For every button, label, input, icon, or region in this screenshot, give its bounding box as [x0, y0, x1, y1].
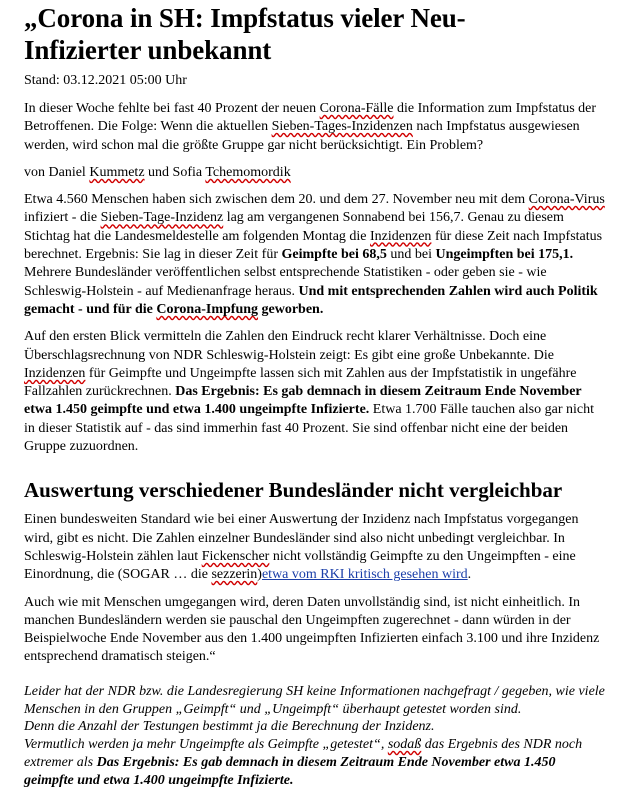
rki-link[interactable]: etwa vom RKI kritisch gesehen wird: [261, 567, 468, 583]
article-authors: von Daniel Kummetz und Sofia Tchemomordik: [24, 164, 291, 180]
article-timestamp: Stand: 03.12.2021 05:00 Uhr: [24, 73, 187, 88]
paragraph-3: Einen bundesweiten Standard wie bei einer Auswertung der Inzidenz nach Impfstatus vorgegangen wird, gibt es nicht. Die Zahlen einzelner Bundesländer sind also nicht unbedingt vergleichbar. In Schleswig-Holstein zählen laut Fickenscher nicht vollständig Geimpfte zu den Ungeimpften - eine Einordnung, die (SOGAR … die sezzerin)etwa vom RKI kritisch gesehen wird.: [24, 512, 579, 583]
title-line-1: „Corona in SH: Impfstatus vieler Neu-: [24, 3, 466, 33]
title-line-2: Infizierter unbekannt: [24, 35, 272, 65]
spellcheck-word[interactable]: Sieben-Tage-Inzidenz: [100, 210, 224, 226]
spellcheck-word[interactable]: Tchemomordik: [205, 164, 291, 180]
spellcheck-word[interactable]: Corona-Impfung: [156, 301, 259, 317]
spellcheck-word[interactable]: Corona-Virus: [528, 192, 605, 208]
document: [24, 0, 608, 790]
editor-note: [24, 683, 608, 790]
bold-ergebnis: Das Ergebnis: Es gab demnach in diesem Zeitraum Ende November etwa 1.450 geimpfte und etwa 1.400 ungeimpfte Infizierte.: [24, 384, 582, 418]
spellcheck-word[interactable]: sezzerin: [211, 567, 258, 583]
bold-politik: Und mit entsprechenden Zahlen wird auch Politik gemacht - und für die Corona-Impfung geworben.: [24, 283, 598, 317]
spellcheck-word[interactable]: Inzidenzen: [370, 228, 432, 244]
note-line-1: Leider hat der NDR bzw. die Landesregierung SH keine Informationen nachgefragt / gegeben, wie viele Menschen in den Gruppen „Geimpft“ und „Ungeimpft“ überhaupt getestet worden sind.: [24, 683, 605, 717]
spellcheck-word[interactable]: Inzidenzen: [24, 365, 86, 381]
note-line-2: Denn die Anzahl der Testungen bestimmt ja die Berechnung der Inzidenz.: [24, 719, 435, 735]
spellcheck-word[interactable]: Corona-Fälle: [319, 101, 394, 116]
note-line-3: Vermutlich werden ja mehr Ungeimpfte als Geimpfte „getestet“, sodaß das Ergebnis des NDR noch extremer als Das Ergebnis: Es gab demnach in diesem Zeitraum Ende November etwa 1.450 geimpfte und etwa 1.400 ungeimpfte Infizierte.: [24, 737, 583, 788]
bold-ungeimpfte: Ungeimpften bei 175,1.: [435, 247, 574, 263]
paragraph-2: Auf den ersten Blick vermitteln die Zahlen den Eindruck recht klarer Verhältnisse. Doch eine Überschlagsrechnung von NDR Schleswig-Holstein zeigt: Es gibt eine große Unbekannte. Die Inzidenzen für Geimpfte und Ungeimpfte lassen sich mit Zahlen aus der Impfstatistik in ungefähre Fallzahlen zurückrechnen. Das Ergebnis: Es gab demnach in diesem Zeitraum Ende November etwa 1.450 geimpfte und etwa 1.400 ungeimpfte Infizierte. Etwa 1.700 Fälle tauchen also gar nicht in dieser Statistik auf - das sind immerhin fast 40 Prozent. Sie sind offenbar nicht eine der beiden Gruppe zuzuordnen.: [24, 329, 594, 455]
spellcheck-word[interactable]: Kummetz: [89, 164, 145, 180]
spellcheck-word[interactable]: Fickenscher: [201, 548, 270, 564]
article-title: [24, 2, 608, 66]
bold-geimpfte: Geimpfte bei 68,5: [281, 247, 387, 263]
spellcheck-word[interactable]: sodaß: [387, 737, 422, 753]
section-heading: Auswertung verschiedener Bundesländer nicht vergleichbar: [24, 478, 563, 503]
paragraph-4: Auch wie mit Menschen umgegangen wird, deren Daten unvollständig sind, ist nicht einheitlich. In manchen Bundesländern werden sie pauschal den Ungeimpften zugerechnet - dann würden in der Beispielwoche Ende November aus den 1.400 ungeimpften Infizierten einfach 3.100 und ihre Inzidenz entsprechend dramatisch steigen.“: [24, 594, 600, 665]
spellcheck-word[interactable]: Sieben-Tages-Inzidenzen: [271, 119, 413, 135]
note-bold-ergebnis: Das Ergebnis: Es gab demnach in diesem Zeitraum Ende November etwa 1.450 geimpfte und etwa 1.400 ungeimpfte Infizierte.: [24, 754, 556, 788]
article-intro: In dieser Woche fehlte bei fast 40 Prozent der neuen Corona-Fälle die Information zum Impfstatus der Betroffenen. Die Folge: Wenn die aktuellen Sieben-Tages-Inzidenzen nach Impfstatus ausgewiesen werden, wird schon mal die größte Gruppe gar nicht berücksichtigt. Ein Problem?: [24, 101, 597, 153]
paragraph-1: Etwa 4.560 Menschen haben sich zwischen dem 20. und dem 27. November neu mit dem Corona-Virus infiziert - die Sieben-Tage-Inzidenz lag am vergangenen Sonnabend bei 156,7. Genau zu diesem Stichtag hat die Landesmeldestelle am folgenden Montag die Inzidenzen für diese Zeit nach Impfstatus berechnet. Ergebnis: Sie lag in dieser Zeit für Geimpfte bei 68,5 und bei Ungeimpften bei 175,1. Mehrere Bundesländer veröffentlichen selbst entsprechende Statistiken - oder geben sie - wie Schleswig-Holstein - auf Medienanfrage heraus. Und mit entsprechenden Zahlen wird auch Politik gemacht - und für die Corona-Impfung geworben.: [24, 192, 605, 317]
